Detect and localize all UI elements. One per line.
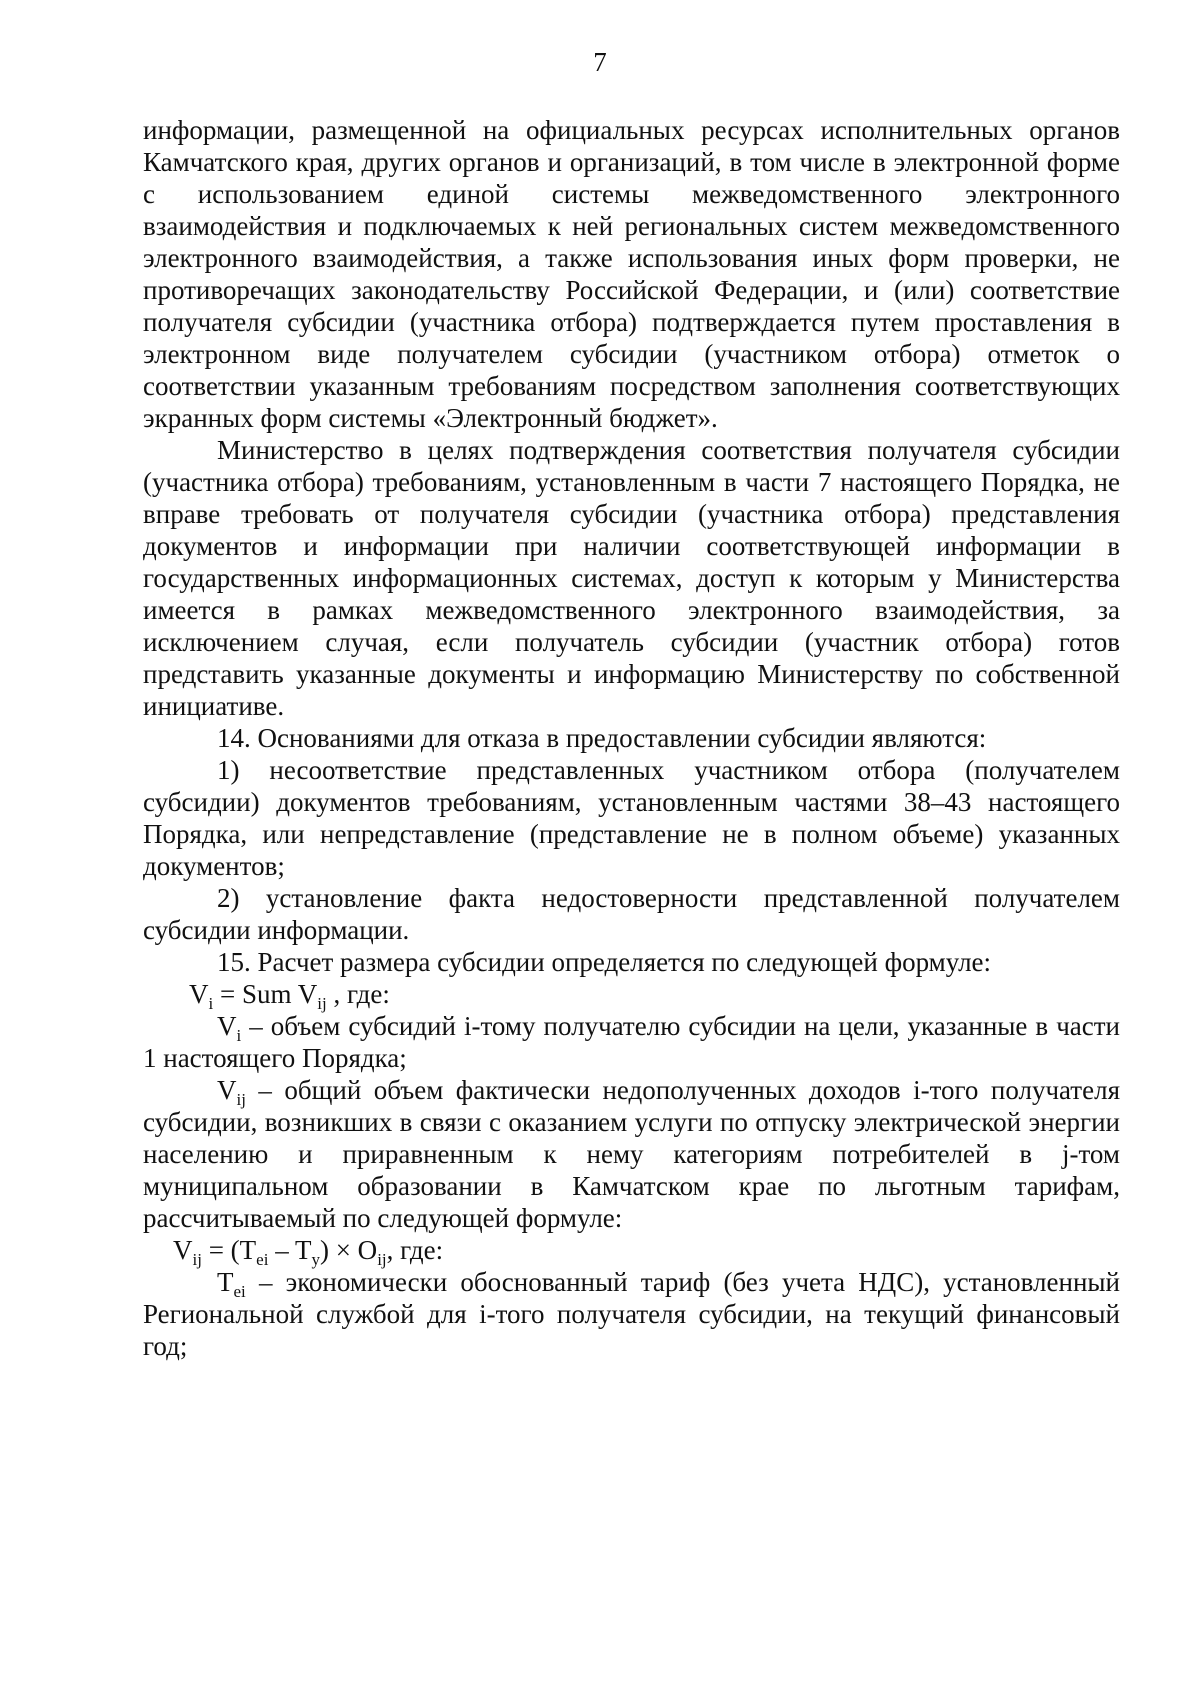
formula-oij-sub: ij bbox=[377, 1250, 387, 1269]
formula-tei-sub: ei bbox=[256, 1250, 269, 1269]
formula-ty-sub: y bbox=[311, 1250, 320, 1269]
formula-vij-subscript: ij bbox=[317, 994, 327, 1013]
formula-vij-part2: – T bbox=[268, 1235, 312, 1265]
definition-vi-text: – объем субсидий i-тому получателю субсидии на цели, указанные в части 1 настоящего Порядка; bbox=[143, 1011, 1120, 1073]
formula-vi-tail: , где: bbox=[326, 979, 390, 1009]
paragraph-14-item-1: 1) несоответствие представленных участником отбора (получателем субсидии) документов требованиям, установленным частями 38–43 настоящего Порядка, или непредставление (представление не в полном объеме) указанных документов; bbox=[143, 755, 1120, 881]
paragraph-14-item-2: 2) установление факта недостоверности представленной получателем субсидии информации. bbox=[143, 883, 1120, 945]
formula-vij-tail: , где: bbox=[386, 1235, 444, 1265]
formula-vij-part1: = (T bbox=[201, 1235, 257, 1265]
definition-vij-symbol: V bbox=[217, 1075, 237, 1105]
paragraph-15-heading: 15. Расчет размера субсидии определяется по следующей формуле: bbox=[217, 947, 992, 977]
formula-vij bbox=[143, 1234, 1120, 1269]
definition-tei-subscript: ei bbox=[233, 1282, 246, 1301]
definition-vij bbox=[143, 1074, 1120, 1234]
page-number: 7 bbox=[593, 47, 607, 77]
paragraph-14-heading: 14. Основаниями для отказа в предоставлении субсидии являются: bbox=[217, 723, 987, 753]
formula-vi-equals: = Sum V bbox=[213, 979, 318, 1009]
formula-vi-sum bbox=[143, 978, 1120, 1013]
definition-vi-symbol: V bbox=[217, 1011, 237, 1041]
formula-vi-symbol: V bbox=[189, 979, 209, 1009]
paragraph-continuation: информации, размещенной на официальных ресурсах исполнительных органов Камчатского края, других органов и организаций, в том числе в электронной форме с использованием единой системы межведомственного электронного взаимодействия и подключаемых к ней региональных систем межведомственного электронного взаимодействия, а также использования иных форм проверки, не противоречащих законодательству Российской Федерации, и (или) соответствие получателя субсидии (участника отбора) подтверждается путем проставления в электронном виде получателем субсидии (участником отбора) отметок о соответствии указанным требованиям посредством заполнения соответствующих экранных форм системы «Электронный бюджет». bbox=[143, 115, 1120, 433]
definition-vij-subscript: ij bbox=[236, 1090, 246, 1109]
definition-vij-text: – общий объем фактически недополученных доходов i-того получателя субсидии, возникших в связи с оказанием услуги по отпуску электрической энергии населению и приравненным к нему категориям потребителей в j-том муниципальном образовании в Камчатском крае по льготным тарифам, рассчитываемый по следующей формуле: bbox=[143, 1075, 1120, 1233]
definition-tei-text: – экономически обоснованный тариф (без учета НДС), установленный Региональной службой для i-того получателя субсидии, на текущий финансовый год; bbox=[143, 1267, 1120, 1361]
formula-vij-sub: ij bbox=[192, 1250, 202, 1269]
definition-tei bbox=[143, 1266, 1120, 1362]
document-body bbox=[143, 114, 1120, 1362]
formula-vij-symbol: V bbox=[173, 1235, 193, 1265]
formula-vi-subscript: i bbox=[208, 994, 214, 1013]
definition-tei-symbol: T bbox=[217, 1267, 234, 1297]
paragraph-ministry-requirements: Министерство в целях подтверждения соответствия получателя субсидии (участника отбора) требованиям, установленным в части 7 настоящего Порядка, не вправе требовать от получателя субсидии (участника отбора) представления документов и информации при наличии соответствующей информации в государственных информационных системах, доступ к которым у Министерства имеется в рамках межведомственного электронного взаимодействия, за исключением случая, если получатель субсидии (участник отбора) готов представить указанные документы и информацию Министерству по собственной инициативе. bbox=[143, 435, 1120, 721]
definition-vi bbox=[143, 1010, 1120, 1074]
formula-vij-part3: ) × O bbox=[319, 1235, 378, 1265]
definition-vi-subscript: i bbox=[236, 1026, 242, 1045]
